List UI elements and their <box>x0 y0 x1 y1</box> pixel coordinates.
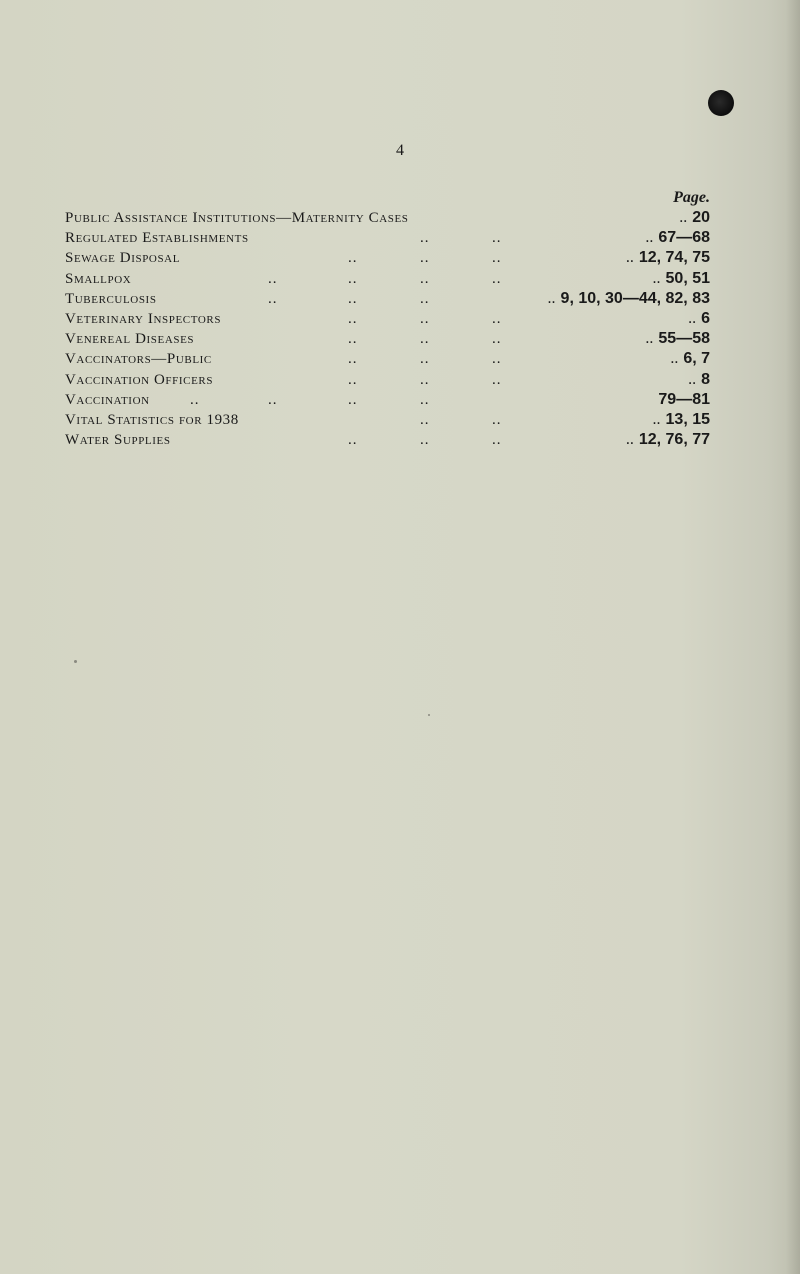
page-refs: 6, 7 <box>683 350 710 368</box>
dot-leader: .. <box>670 350 679 368</box>
index-pages <box>688 309 710 329</box>
index-term: Water Supplies <box>65 432 171 449</box>
paper-speck <box>74 660 77 663</box>
index-pages <box>645 228 710 248</box>
page-refs: 20 <box>692 209 710 226</box>
index-pages <box>653 410 710 430</box>
dot-leader: .. <box>645 330 654 348</box>
index-term: Veterinary Inspectors <box>65 310 222 327</box>
index-row: Veterinary Inspectors .. .. .. .. 6 <box>65 309 710 327</box>
index-pages <box>645 329 710 349</box>
index-row: Vital Statistics for 1938 .. .. .. 13, 15 <box>65 410 710 428</box>
index-row: Vaccination Officers .. .. .. .. 8 <box>65 370 710 388</box>
dot-leader: .. <box>688 370 697 388</box>
index-term: Tuberculosis <box>65 290 157 307</box>
index-pages <box>653 390 710 410</box>
page-edge-shadow <box>786 0 800 1274</box>
index-row: Vaccination .. .. .. .. 79—81 <box>65 390 710 408</box>
index-term: Public Assistance Institutions—Maternity Cases <box>65 210 409 226</box>
paper-speck <box>428 714 430 716</box>
dot-leader: .. <box>652 410 661 428</box>
index-row: Tuberculosis .. .. .. .. 9, 10, 30—44, 82, 83 <box>65 289 710 307</box>
index-pages <box>688 370 710 390</box>
page-number: 4 <box>396 142 404 159</box>
dot-leader: .. <box>625 431 634 449</box>
page-refs: 6 <box>701 309 710 327</box>
page-refs: 9, 10, 30—44, 82, 83 <box>560 289 710 307</box>
dot-leader: .. <box>625 249 634 267</box>
index-row <box>65 208 710 228</box>
dot-leader: .. <box>688 309 697 327</box>
index-pages <box>679 208 710 228</box>
index-row: Sewage Disposal .. .. .. .. 12, 74, 75 <box>65 249 710 267</box>
index-term: Sewage Disposal <box>65 250 181 267</box>
index-pages <box>670 349 710 369</box>
index-term: Vital Statistics for 1938 <box>65 411 239 428</box>
page-refs: 55—58 <box>658 330 710 348</box>
index-pages <box>626 248 710 268</box>
index-term: Regulated Establishments <box>65 230 249 247</box>
index-pages <box>626 430 710 450</box>
dot-leader: .. <box>547 289 556 307</box>
page-column-header: Page. <box>673 189 710 206</box>
dot-leader: .. <box>679 209 688 226</box>
index-row: Regulated Establishments .. .. .. 67—68 <box>65 229 710 247</box>
index-row: Venereal Diseases .. .. .. .. 55—58 <box>65 330 710 348</box>
page-refs: 8 <box>701 370 710 388</box>
index-row: Smallpox .. .. .. .. .. 50, 51 <box>65 269 710 287</box>
page-refs: 50, 51 <box>665 269 710 287</box>
index-term: Vaccination Officers <box>65 371 214 388</box>
page-refs: 12, 74, 75 <box>638 249 710 267</box>
index-list <box>65 208 710 450</box>
page-refs: 67—68 <box>658 229 710 247</box>
index-pages <box>548 289 710 309</box>
page-refs: 13, 15 <box>665 410 710 428</box>
index-term: Vaccinators—Public <box>65 351 212 368</box>
index-term: Venereal Diseases <box>65 331 195 348</box>
dot-leader: .. <box>645 229 654 247</box>
index-term: Vaccination <box>65 391 150 408</box>
index-row: Vaccinators—Public .. .. .. .. 6, 7 <box>65 350 710 368</box>
index-pages <box>653 269 710 289</box>
page-refs: 12, 76, 77 <box>638 431 710 449</box>
index-term: Smallpox <box>65 270 132 287</box>
dot-leader: .. <box>652 269 661 287</box>
punch-hole <box>708 90 734 116</box>
index-row: Water Supplies .. .. .. .. 12, 76, 77 <box>65 431 710 449</box>
page-refs: 79—81 <box>658 390 710 408</box>
